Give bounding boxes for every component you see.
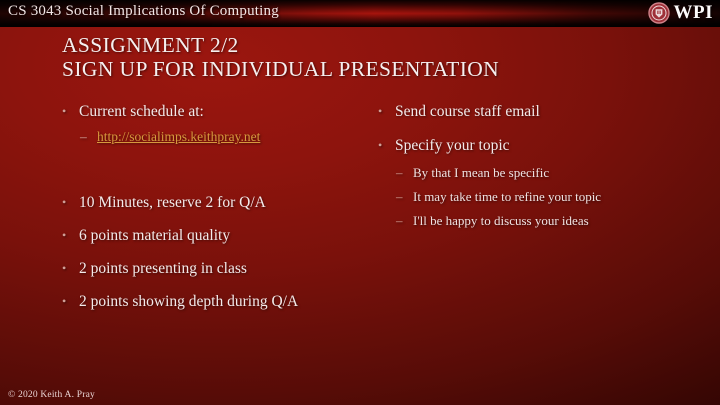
wpi-logo-text: WPI — [673, 2, 713, 23]
bullet-icon: • — [62, 294, 67, 308]
wpi-seal-icon — [648, 2, 670, 24]
dash-icon: – — [396, 165, 403, 180]
list-item — [378, 101, 708, 122]
wpi-logo — [648, 2, 714, 24]
left-column — [62, 101, 320, 312]
header-bar — [0, 0, 720, 27]
list-item — [62, 258, 320, 279]
bullet-icon: • — [62, 261, 67, 275]
list-item — [62, 192, 320, 213]
list-item — [62, 291, 320, 312]
right-column — [378, 101, 708, 312]
slide-title-line2: SIGN UP FOR INDIVIDUAL PRESENTATION — [62, 57, 500, 81]
dash-icon: – — [396, 189, 403, 204]
list-item — [378, 135, 708, 156]
bullet-icon: • — [62, 104, 67, 118]
list-subitem — [396, 164, 708, 182]
subbullet-text: By that I mean be specific — [413, 165, 550, 180]
bullet-text: 2 points presenting in class — [79, 260, 247, 277]
list-item — [62, 225, 320, 246]
list-subitem — [80, 128, 320, 146]
dash-icon: – — [396, 213, 403, 228]
slide-title-line1: ASSIGNMENT 2/2 — [62, 33, 239, 57]
course-title: CS 3043 Social Implications Of Computing — [8, 3, 279, 19]
schedule-link[interactable]: http://socialimps.keithpray.net — [97, 129, 261, 144]
bullet-text: Send course staff email — [395, 103, 540, 120]
bullet-text: Current schedule at: — [79, 103, 204, 120]
bullet-text: 2 points showing depth during Q/A — [79, 293, 299, 310]
bullet-icon: • — [378, 138, 383, 152]
bullet-icon: • — [62, 228, 67, 242]
list-subitem — [396, 212, 708, 230]
bullet-text: 10 Minutes, reserve 2 for Q/A — [79, 194, 266, 211]
list-item — [62, 101, 320, 122]
list-subitem — [396, 188, 708, 206]
slide-body — [62, 101, 708, 312]
dash-icon: – — [80, 129, 87, 144]
subbullet-text: I'll be happy to discuss your ideas — [413, 213, 589, 228]
bullet-icon: • — [378, 104, 383, 118]
subbullet-text: It may take time to refine your topic — [413, 189, 602, 204]
bullet-text: 6 points material quality — [79, 227, 231, 244]
bullet-icon: • — [62, 195, 67, 209]
copyright-text: © 2020 Keith A. Pray — [8, 390, 95, 400]
bullet-text: Specify your topic — [395, 137, 510, 154]
slide-title — [62, 33, 499, 81]
